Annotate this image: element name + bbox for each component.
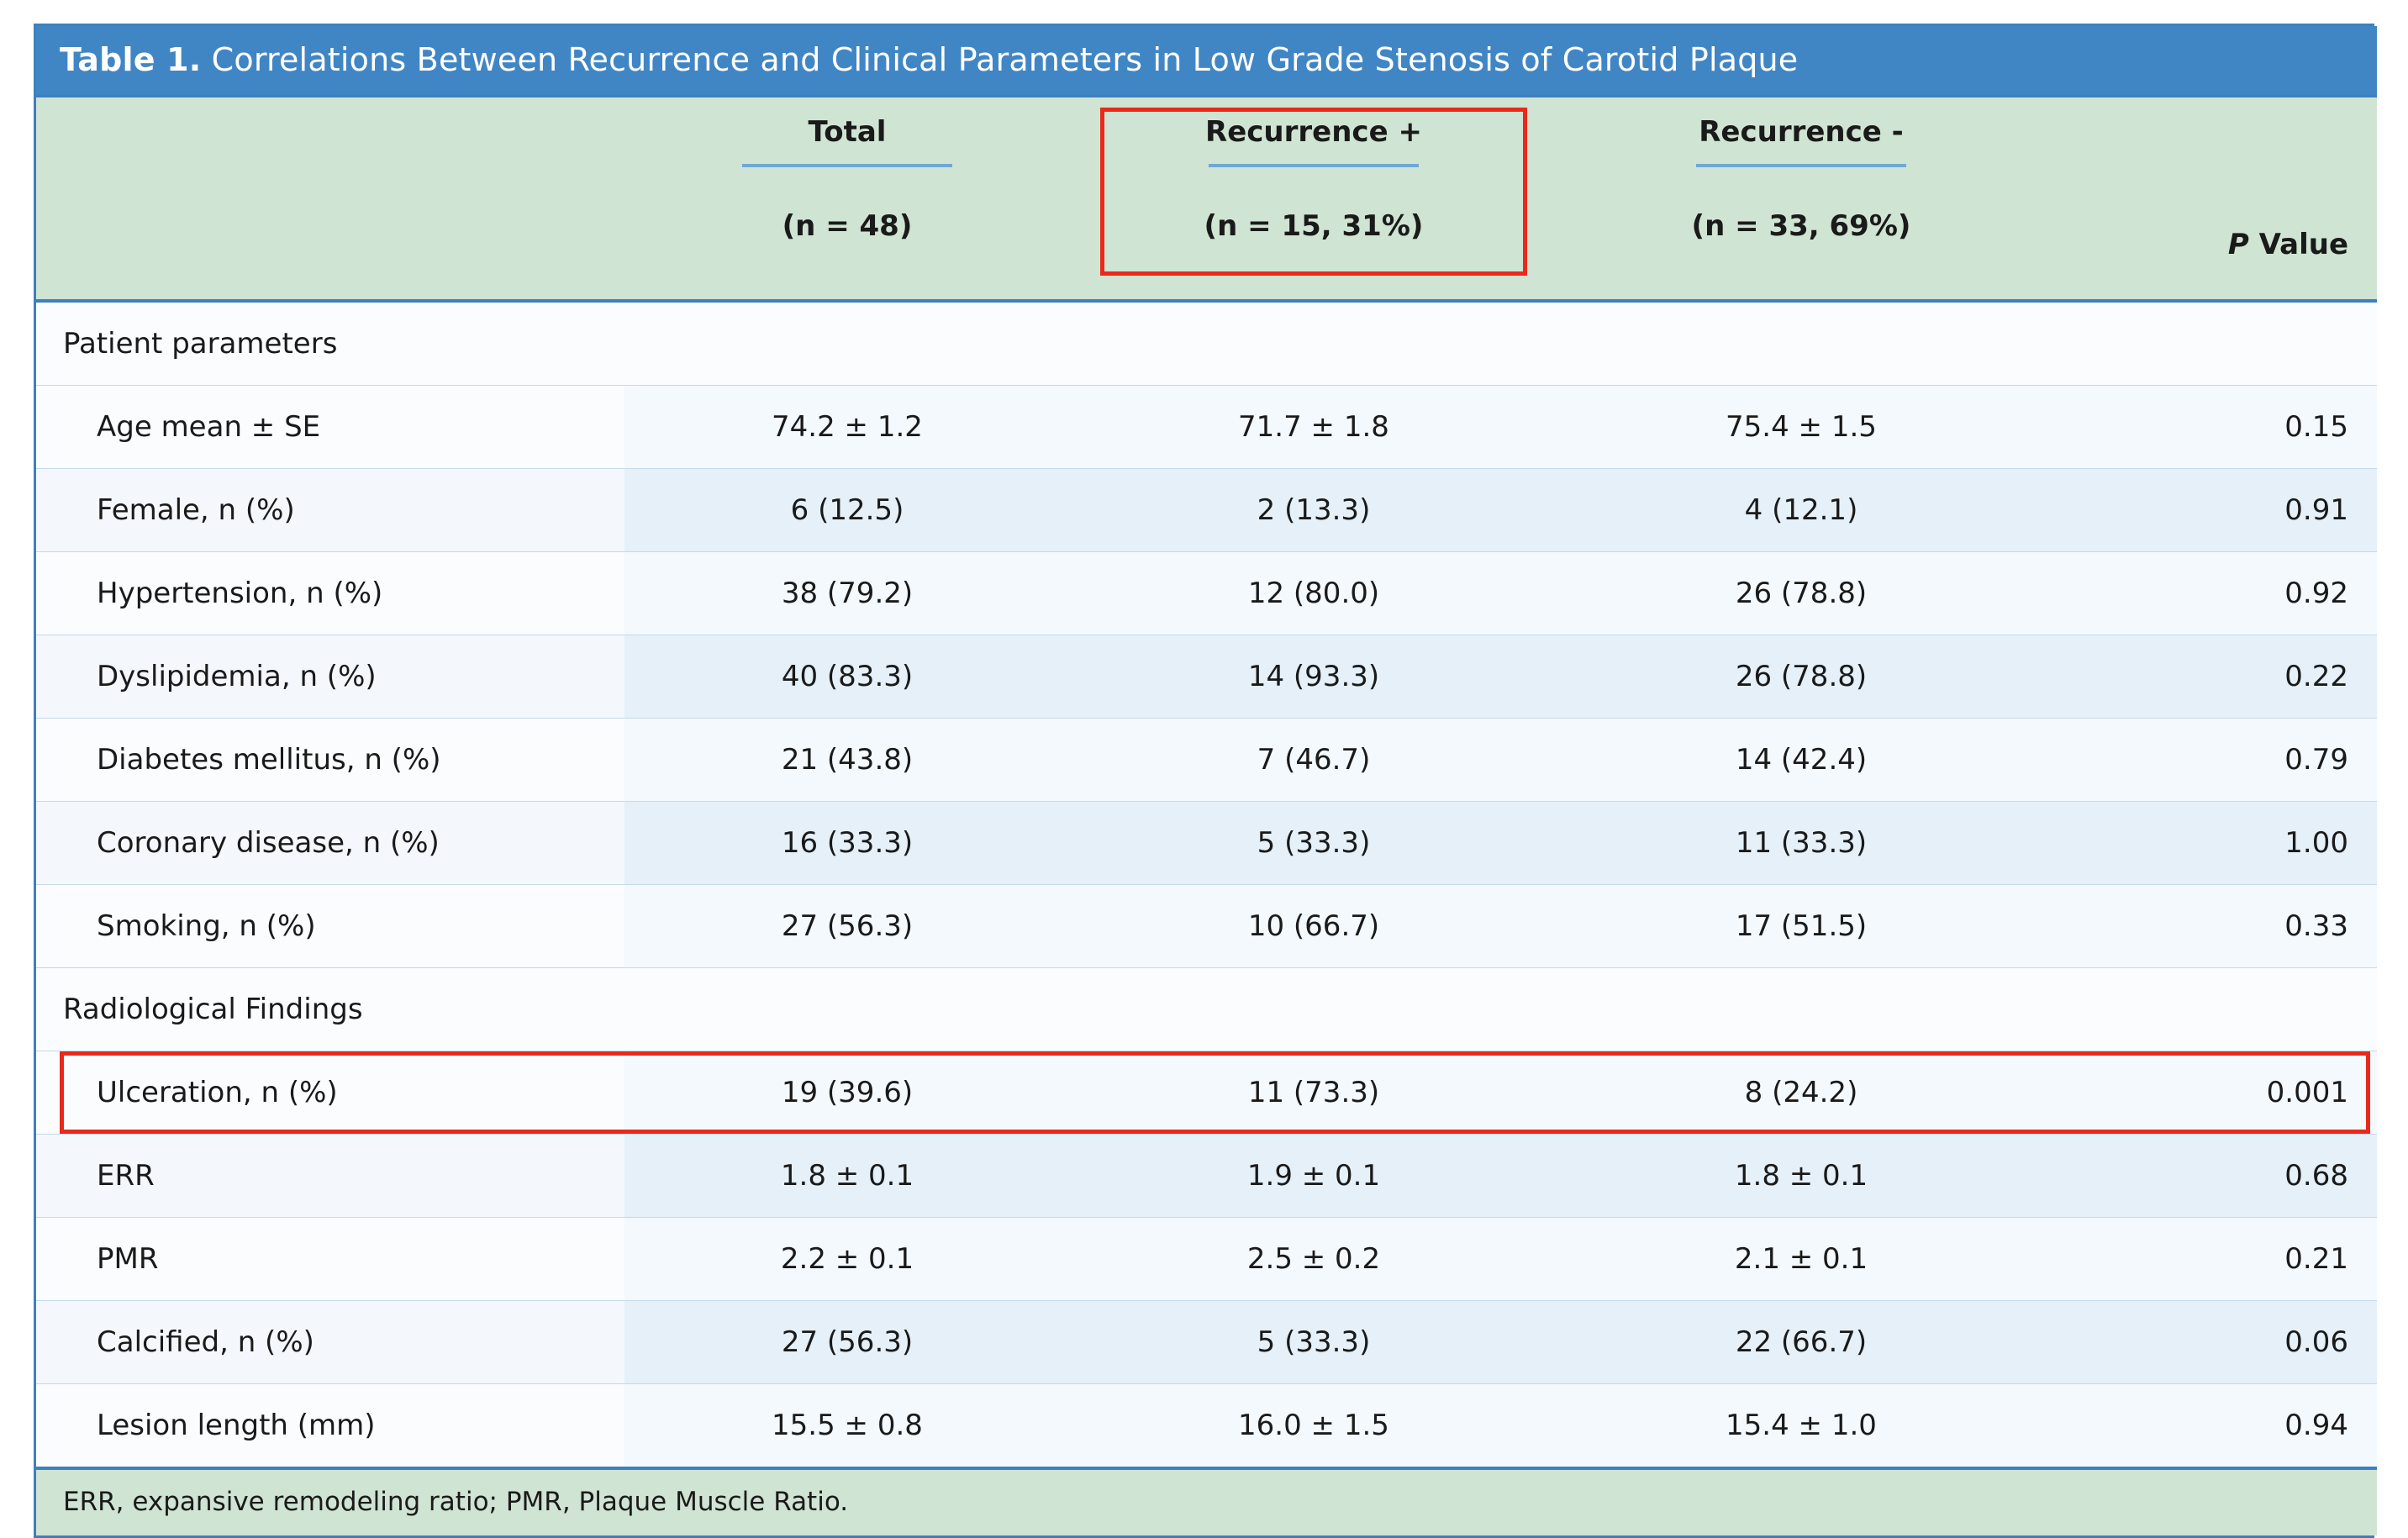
row-label: ERR — [36, 1135, 624, 1218]
row-p-value: 0.91 — [2045, 469, 2377, 552]
row-p-value: 0.001 — [2045, 1051, 2377, 1135]
table-title-text: Correlations Between Recurrence and Clinical Parameters in Low Grade Stenosis of Carotid Plaque — [211, 41, 1799, 78]
row-label: Diabetes mellitus, n (%) — [36, 719, 624, 802]
row-total: 1.8 ± 0.1 — [624, 1135, 1070, 1218]
section-label: Patient parameters — [36, 301, 2377, 386]
section-row-radiological-findings — [36, 968, 2377, 1051]
table-row — [36, 469, 2377, 552]
row-label: Hypertension, n (%) — [36, 552, 624, 635]
row-recurrence-minus: 15.4 ± 1.0 — [1557, 1384, 2045, 1469]
table-title-row — [36, 26, 2377, 97]
row-recurrence-plus: 2.5 ± 0.2 — [1070, 1218, 1557, 1301]
header-n-total: (n = 48) — [782, 209, 913, 244]
row-recurrence-plus: 2 (13.3) — [1070, 469, 1557, 552]
table-row — [36, 1301, 2377, 1384]
table-row — [36, 1135, 2377, 1218]
row-recurrence-minus: 8 (24.2) — [1557, 1051, 2045, 1135]
row-total: 2.2 ± 0.1 — [624, 1218, 1070, 1301]
row-recurrence-plus: 5 (33.3) — [1070, 1301, 1557, 1384]
row-p-value: 0.15 — [2045, 386, 2377, 469]
header-n-recurrence-plus: (n = 15, 31%) — [1204, 209, 1424, 244]
row-recurrence-plus: 16.0 ± 1.5 — [1070, 1384, 1557, 1469]
table-row — [36, 386, 2377, 469]
table-title-label: Table 1. — [60, 41, 202, 78]
row-recurrence-minus: 2.1 ± 0.1 — [1557, 1218, 2045, 1301]
table-row — [36, 552, 2377, 635]
row-recurrence-plus: 71.7 ± 1.8 — [1070, 386, 1557, 469]
row-p-value: 0.94 — [2045, 1384, 2377, 1469]
row-recurrence-minus: 17 (51.5) — [1557, 885, 2045, 968]
header-label-total: Total — [808, 115, 887, 149]
row-recurrence-plus: 10 (66.7) — [1070, 885, 1557, 968]
header-underline-total — [742, 164, 952, 167]
header-cell-total — [624, 97, 1070, 302]
row-label: Female, n (%) — [36, 469, 624, 552]
row-label: Lesion length (mm) — [36, 1384, 624, 1469]
row-recurrence-plus: 1.9 ± 0.1 — [1070, 1135, 1557, 1218]
row-p-value: 0.21 — [2045, 1218, 2377, 1301]
row-total: 16 (33.3) — [624, 802, 1070, 885]
row-recurrence-plus: 12 (80.0) — [1070, 552, 1557, 635]
table-row-highlighted — [36, 1051, 2377, 1135]
row-label: Dyslipidemia, n (%) — [36, 635, 624, 719]
row-recurrence-minus: 4 (12.1) — [1557, 469, 2045, 552]
table-row — [36, 802, 2377, 885]
row-total: 6 (12.5) — [624, 469, 1070, 552]
row-p-value: 0.06 — [2045, 1301, 2377, 1384]
table-row — [36, 1384, 2377, 1469]
highlight-box-recurrence-plus — [1100, 108, 1527, 276]
table-row — [36, 719, 2377, 802]
row-p-value: 0.92 — [2045, 552, 2377, 635]
row-total: 21 (43.8) — [624, 719, 1070, 802]
row-total: 15.5 ± 0.8 — [624, 1384, 1070, 1469]
table-header-row — [36, 97, 2377, 302]
row-p-value: 1.00 — [2045, 802, 2377, 885]
row-total: 40 (83.3) — [624, 635, 1070, 719]
row-p-value: 0.79 — [2045, 719, 2377, 802]
row-p-value: 0.33 — [2045, 885, 2377, 968]
header-label-p-value — [2070, 228, 2352, 261]
row-label: Calcified, n (%) — [36, 1301, 624, 1384]
row-recurrence-minus: 26 (78.8) — [1557, 635, 2045, 719]
row-recurrence-minus: 26 (78.8) — [1557, 552, 2045, 635]
row-recurrence-plus: 14 (93.3) — [1070, 635, 1557, 719]
table-row — [36, 885, 2377, 968]
table-footnote-row — [36, 1468, 2377, 1535]
data-table — [36, 26, 2377, 1535]
table-footnote: ERR, expansive remodeling ratio; PMR, Plaque Muscle Ratio. — [36, 1468, 2377, 1535]
table-1 — [34, 24, 2374, 1538]
header-underline-recurrence-minus — [1696, 164, 1906, 167]
table-row — [36, 635, 2377, 719]
row-label: Age mean ± SE — [36, 386, 624, 469]
row-recurrence-minus: 11 (33.3) — [1557, 802, 2045, 885]
row-total: 27 (56.3) — [624, 885, 1070, 968]
row-label: Ulceration, n (%) — [36, 1051, 624, 1135]
row-recurrence-minus: 14 (42.4) — [1557, 719, 2045, 802]
header-n-recurrence-minus: (n = 33, 69%) — [1691, 209, 1911, 244]
row-recurrence-minus: 75.4 ± 1.5 — [1557, 386, 2045, 469]
header-label-recurrence-plus: Recurrence + — [1205, 115, 1422, 149]
row-total: 19 (39.6) — [624, 1051, 1070, 1135]
header-cell-p-value — [2045, 97, 2377, 302]
table-title — [36, 26, 2377, 97]
row-recurrence-plus: 11 (73.3) — [1070, 1051, 1557, 1135]
row-p-value: 0.22 — [2045, 635, 2377, 719]
row-total: 38 (79.2) — [624, 552, 1070, 635]
row-label: Coronary disease, n (%) — [36, 802, 624, 885]
p-italic: P — [2227, 228, 2249, 261]
row-p-value: 0.68 — [2045, 1135, 2377, 1218]
row-recurrence-minus: 1.8 ± 0.1 — [1557, 1135, 2045, 1218]
row-total: 27 (56.3) — [624, 1301, 1070, 1384]
section-row-patient-parameters — [36, 301, 2377, 386]
header-cell-blank — [36, 97, 624, 302]
row-recurrence-minus: 22 (66.7) — [1557, 1301, 2045, 1384]
p-rest: Value — [2248, 228, 2348, 261]
row-label: PMR — [36, 1218, 624, 1301]
table-row — [36, 1218, 2377, 1301]
row-recurrence-plus: 7 (46.7) — [1070, 719, 1557, 802]
header-cell-recurrence-plus — [1070, 97, 1557, 302]
header-label-recurrence-minus: Recurrence - — [1699, 115, 1904, 149]
row-recurrence-plus: 5 (33.3) — [1070, 802, 1557, 885]
row-label: Smoking, n (%) — [36, 885, 624, 968]
section-label: Radiological Findings — [36, 968, 2377, 1051]
header-cell-recurrence-minus — [1557, 97, 2045, 302]
row-total: 74.2 ± 1.2 — [624, 386, 1070, 469]
